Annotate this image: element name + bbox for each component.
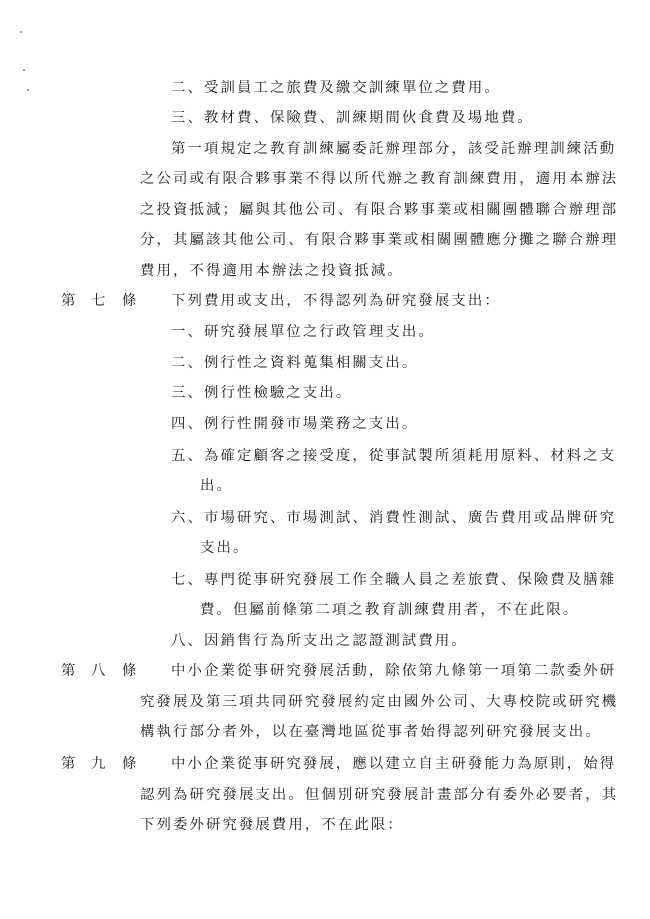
article-7-item: 五、為確定顧客之接受度，從事試製所須耗用原料、材料之支 xyxy=(171,448,617,464)
article-8-char: 八 xyxy=(91,663,106,679)
text-line: 分，其屬該其他公司、有限合夥事業或相關團體應分攤之聯合辦理 xyxy=(140,232,619,248)
article-9-line: 下列委外研究發展費用，不在此限： xyxy=(140,817,404,833)
article-8-line: 中小企業從事研究發展活動，除依第九條第一項第二款委外研 xyxy=(171,663,617,679)
text-line: 費用，不得適用本辦法之投資抵減。 xyxy=(140,263,404,279)
text-line: 第一項規定之教育訓練屬委託辦理部分，該受託辦理訓練活動 xyxy=(171,141,617,157)
article-7-lead: 下列費用或支出，不得認列為研究發展支出： xyxy=(171,293,501,309)
article-9-char: 條 xyxy=(122,756,137,772)
article-8-line: 構執行部分者外，以在臺灣地區從事者始得認列研究發展支出。 xyxy=(140,724,602,740)
article-7-char: 條 xyxy=(122,293,137,309)
scan-speck xyxy=(20,31,22,33)
text-line: 三、教材費、保險費、訓練期間伙食費及場地費。 xyxy=(171,110,534,126)
article-7-item: 七、專門從事研究發展工作全職人員之差旅費、保險費及膳雜 xyxy=(171,572,617,588)
article-8-line: 究發展及第三項共同研究發展約定由國外公司、大專校院或研究機 xyxy=(140,694,619,710)
text-line: 之投資抵減；屬與其他公司、有限合夥事業或相關團體聯合辦理部 xyxy=(140,202,619,218)
article-8-char: 條 xyxy=(122,663,137,679)
article-7-item: 八、因銷售行為所支出之認證測試費用。 xyxy=(171,633,468,649)
article-9-line: 中小企業從事研究發展，應以建立自主研發能力為原則，始得 xyxy=(171,756,617,772)
article-7-item: 三、例行性檢驗之支出。 xyxy=(171,385,353,401)
article-7-item-cont: 費。但屬前條第二項之教育訓練費用者，不在此限。 xyxy=(200,602,580,618)
scan-speck xyxy=(27,89,29,91)
text-line: 二、受訓員工之旅費及繳交訓練單位之費用。 xyxy=(171,80,501,96)
article-7-char: 七 xyxy=(91,293,106,309)
text-line: 之公司或有限合夥事業不得以所代辦之教育訓練費用，適用本辦法 xyxy=(140,171,619,187)
article-8-char: 第 xyxy=(61,663,76,679)
article-7-char: 第 xyxy=(61,293,76,309)
article-7-item-cont: 支出。 xyxy=(200,540,250,556)
article-9-char: 九 xyxy=(91,756,106,772)
article-9-line: 認列為研究發展支出。但個別研究發展計畫部分有委外必要者，其 xyxy=(140,787,619,803)
article-9-char: 第 xyxy=(61,756,76,772)
article-7-item: 二、例行性之資料蒐集相關支出。 xyxy=(171,355,419,371)
article-7-item: 四、例行性開發市場業務之支出。 xyxy=(171,416,419,432)
article-7-item-cont: 出。 xyxy=(200,478,233,494)
article-7-item: 六、市場研究、市場測試、消費性測試、廣告費用或品牌研究 xyxy=(171,510,617,526)
article-7-item: 一、研究發展單位之行政管理支出。 xyxy=(171,324,435,340)
scan-speck xyxy=(23,69,25,71)
